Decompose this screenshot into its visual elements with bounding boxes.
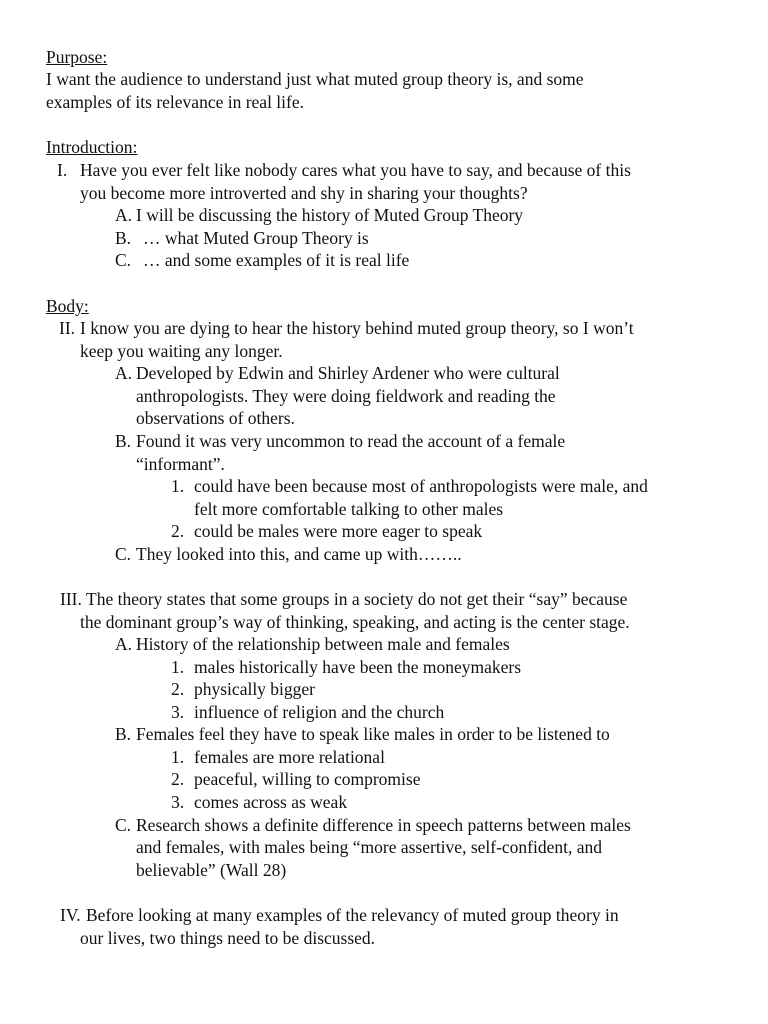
intro-sub-b-marker: B. xyxy=(115,228,132,248)
purpose-line-1: I want the audience to understand just what muted group theory is, and some xyxy=(46,69,584,89)
body-iii-b-1-marker: 1. xyxy=(171,747,185,767)
body-ii-c-marker: C. xyxy=(115,544,132,564)
body-iii-c-line-1: Research shows a definite difference in speech patterns between males xyxy=(136,815,631,835)
purpose-heading: Purpose: xyxy=(46,47,108,67)
body-iii-a-2-marker: 2. xyxy=(171,679,185,699)
body-ii-b-1-line-2: felt more comfortable talking to other males xyxy=(194,499,504,519)
body-iii-a-1-text: males historically have been the moneymakers xyxy=(194,657,522,677)
body-iii-marker: III. xyxy=(60,589,82,609)
intro-sub-a-marker: A. xyxy=(115,205,133,225)
body-iii-a-3-text: influence of religion and the church xyxy=(194,702,445,722)
body-iii-b-text: Females feel they have to speak like males in order to be listened to xyxy=(136,724,610,744)
body-ii-c-text: They looked into this, and came up with…….. xyxy=(136,544,462,564)
intro-i-line-1: Have you ever felt like nobody cares what you have to say, and because of this xyxy=(80,160,631,180)
body-ii-b-2-line-1: could be males were more eager to speak xyxy=(194,521,483,541)
body-iii-line-1: The theory states that some groups in a society do not get their “say” because xyxy=(86,589,628,609)
body-iii-b-3-text: comes across as weak xyxy=(194,792,348,812)
body-iii-a-text: History of the relationship between male and females xyxy=(136,634,510,654)
body-iii-b-2-text: peaceful, willing to compromise xyxy=(194,769,421,789)
intro-sub-b-text: … what Muted Group Theory is xyxy=(143,228,369,248)
body-ii-b-1-marker: 1. xyxy=(171,476,185,496)
body-iii-b-2-marker: 2. xyxy=(171,769,185,789)
body-ii-marker: II. xyxy=(59,318,76,338)
body-ii-a-line-1: Developed by Edwin and Shirley Ardener who were cultural xyxy=(136,363,560,383)
body-iii-a-marker: A. xyxy=(115,634,133,654)
body-iii-c-line-3: believable” (Wall 28) xyxy=(136,860,287,880)
body-iii-a-1-marker: 1. xyxy=(171,657,185,677)
body-iv-marker: IV. xyxy=(60,905,81,925)
body-ii-b-line-2: “informant”. xyxy=(136,454,225,474)
body-iii-b-3-marker: 3. xyxy=(171,792,185,812)
body-iii-b-marker: B. xyxy=(115,724,132,744)
body-ii-a-line-3: observations of others. xyxy=(136,408,295,428)
body-iii-c-line-2: and females, with males being “more assertive, self-confident, and xyxy=(136,837,603,857)
body-iii-line-2: the dominant group’s way of thinking, speaking, and acting is the center stage. xyxy=(80,612,630,632)
intro-i-line-2: you become more introverted and shy in sharing your thoughts? xyxy=(80,183,528,203)
body-ii-b-line-1: Found it was very uncommon to read the account of a female xyxy=(136,431,566,451)
body-iii-c-marker: C. xyxy=(115,815,132,835)
body-ii-b-1-line-1: could have been because most of anthropologists were male, and xyxy=(194,476,648,496)
body-heading: Body: xyxy=(46,296,89,316)
body-ii-a-line-2: anthropologists. They were doing fieldwork and reading the xyxy=(136,386,556,406)
body-ii-a-marker: A. xyxy=(115,363,133,383)
intro-sub-c-text: … and some examples of it is real life xyxy=(143,250,410,270)
body-iii-a-3-marker: 3. xyxy=(171,702,185,722)
body-ii-line-1: I know you are dying to hear the history behind muted group theory, so I won’t xyxy=(80,318,634,338)
body-ii-line-2: keep you waiting any longer. xyxy=(80,341,283,361)
body-iii-b-1-text: females are more relational xyxy=(194,747,385,767)
purpose-line-2: examples of its relevance in real life. xyxy=(46,92,305,112)
body-ii-b-marker: B. xyxy=(115,431,132,451)
body-iv-line-1: Before looking at many examples of the relevancy of muted group theory in xyxy=(86,905,619,925)
body-iv-line-2: our lives, two things need to be discussed. xyxy=(80,928,376,948)
body-ii-b-2-marker: 2. xyxy=(171,521,185,541)
intro-marker-i: I. xyxy=(57,160,68,180)
introduction-heading: Introduction: xyxy=(46,137,138,157)
intro-sub-a-text: I will be discussing the history of Muted Group Theory xyxy=(136,205,524,225)
body-iii-a-2-text: physically bigger xyxy=(194,679,316,699)
intro-sub-c-marker: C. xyxy=(115,250,132,270)
